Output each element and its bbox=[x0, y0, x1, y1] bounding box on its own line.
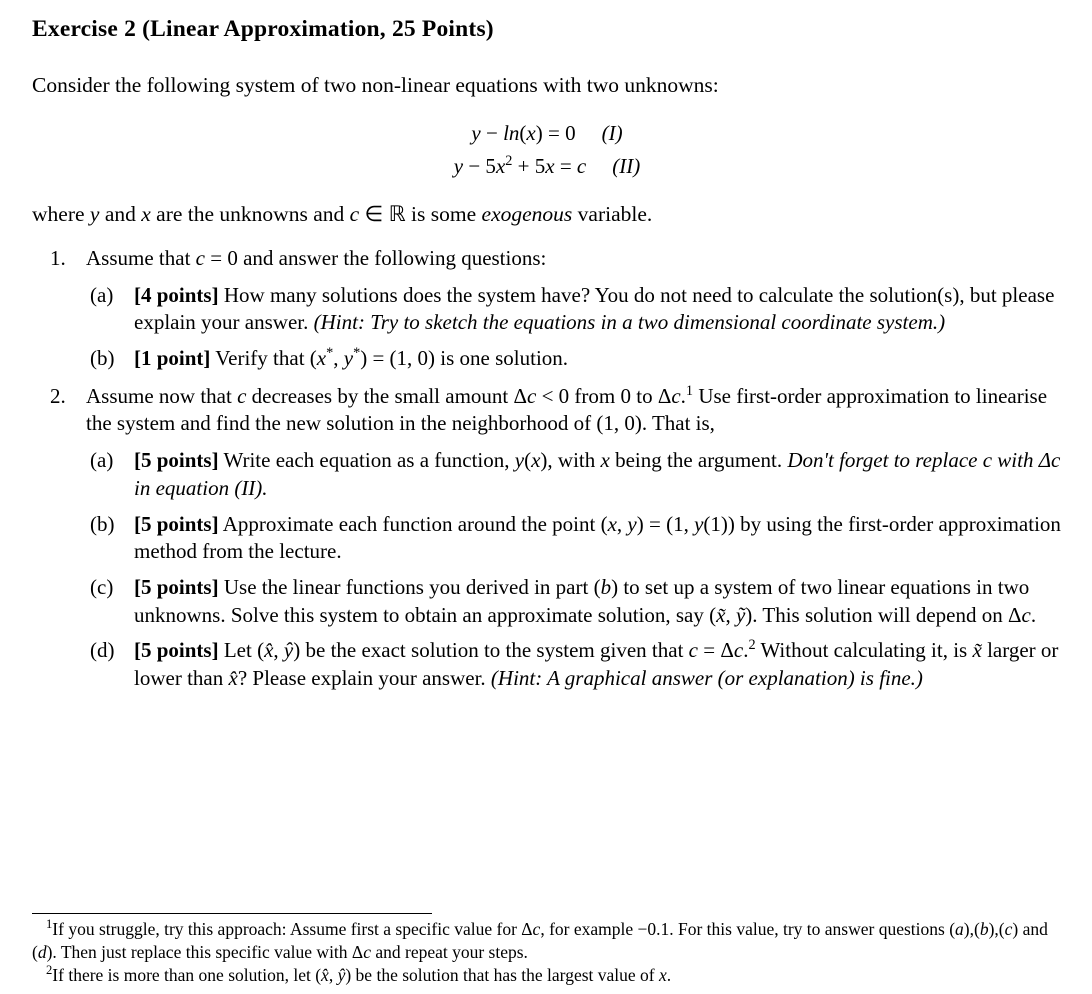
footnotes bbox=[32, 913, 1062, 988]
list-item bbox=[32, 245, 1062, 373]
sub-item-text: [5 points] Use the linear functions you derived in part (b) to set up a system of two linear equations in two unknowns. Solve this system to obtain an approximate solution, say (x̃, ỹ). This solution will depend on Δc. bbox=[134, 575, 1037, 627]
points-badge: [1 point] bbox=[134, 346, 211, 371]
item-text: Assume that c = 0 and answer the following questions: bbox=[86, 245, 547, 270]
list-item bbox=[86, 574, 1062, 629]
footnote-marker: 1 bbox=[46, 916, 53, 931]
sub-question-list-1 bbox=[86, 282, 1062, 373]
equation-block bbox=[32, 117, 1062, 182]
where-paragraph: where y and x are the unknowns and c ∈ ℝ is some exogenous variable. bbox=[32, 202, 653, 227]
sub-item-text: [1 point] Verify that (x*, y*) = (1, 0) is one solution. bbox=[134, 345, 569, 371]
equation-line-1: y − ln(x) = 0 (I) bbox=[471, 121, 623, 146]
list-item bbox=[86, 447, 1062, 502]
sub-question-list-2 bbox=[86, 447, 1062, 693]
item-marker: 2. bbox=[50, 383, 66, 408]
points-badge: [5 points] bbox=[134, 638, 219, 663]
footnote-1 bbox=[32, 918, 1062, 964]
intro-paragraph: Consider the following system of two non-linear equations with two unknowns: bbox=[32, 73, 719, 98]
sub-item-marker: (b) bbox=[90, 511, 115, 536]
footnote-text: If there is more than one solution, let (x̂, ŷ) be the solution that has the largest value of x. bbox=[52, 965, 672, 986]
points-badge: [5 points] bbox=[134, 575, 219, 600]
sub-item-text: [5 points] Let (x̂, ŷ) be the exact solution to the system given that c = Δc.$^2$ Without calculating it, is x̃ larger or lower than x̂? Please explain your answer. (Hint: A graphical answer (or explanation) is fine.) bbox=[134, 637, 1059, 691]
footnote-marker: 2 bbox=[46, 963, 53, 978]
sub-item-marker: (a) bbox=[90, 448, 114, 473]
points-badge: [4 points] bbox=[134, 282, 219, 307]
footnote-rule bbox=[32, 913, 432, 914]
points-badge: [5 points] bbox=[134, 511, 219, 536]
page-title: Exercise 2 (Linear Approximation, 25 Points) bbox=[32, 16, 494, 42]
points-badge: [5 points] bbox=[134, 448, 219, 473]
sub-item-marker: (a) bbox=[90, 282, 114, 307]
list-item bbox=[86, 345, 1062, 373]
list-item bbox=[86, 511, 1062, 566]
sub-item-marker: (c) bbox=[90, 575, 114, 600]
item-marker: 1. bbox=[50, 245, 66, 270]
question-list bbox=[32, 245, 1062, 693]
list-item bbox=[32, 383, 1062, 693]
item-text: Assume now that c decreases by the small amount Δc < 0 from 0 to Δc.$^1$ Use first-order approximation to linearise the system and find the new solution in the neighborhood of (1, 0). That is, bbox=[86, 382, 1048, 436]
equation-line-2: $y - 5x^2 + 5x = c$ (II) bbox=[453, 152, 641, 178]
sub-item-text: [4 points] How many solutions does the system have? You do not need to calculate the solution(s), but please explain your answer. (Hint: Try to sketch the equations in a two dimensional coordinate system.) bbox=[134, 282, 1055, 335]
footnote-2 bbox=[32, 964, 1062, 987]
sub-item-marker: (d) bbox=[90, 638, 115, 663]
sub-item-text: [5 points] Write each equation as a function, y(x), with x being the argument. Don't forget to replace c with Δc in equation (II). bbox=[134, 448, 1061, 500]
list-item bbox=[86, 282, 1062, 337]
list-item bbox=[86, 637, 1062, 692]
sub-item-text: [5 points] Approximate each function around the point (x, y) = (1, y(1)) by using the first-order approximation method from the lecture. bbox=[134, 511, 1061, 564]
footnote-text: If you struggle, try this approach: Assume first a specific value for Δc, for example −0.1. For this value, try to answer questions (a),(b),(c) and (d). Then just replace this specific value with Δc and repeat your steps. bbox=[32, 918, 1048, 962]
sub-item-marker: (b) bbox=[90, 346, 115, 371]
